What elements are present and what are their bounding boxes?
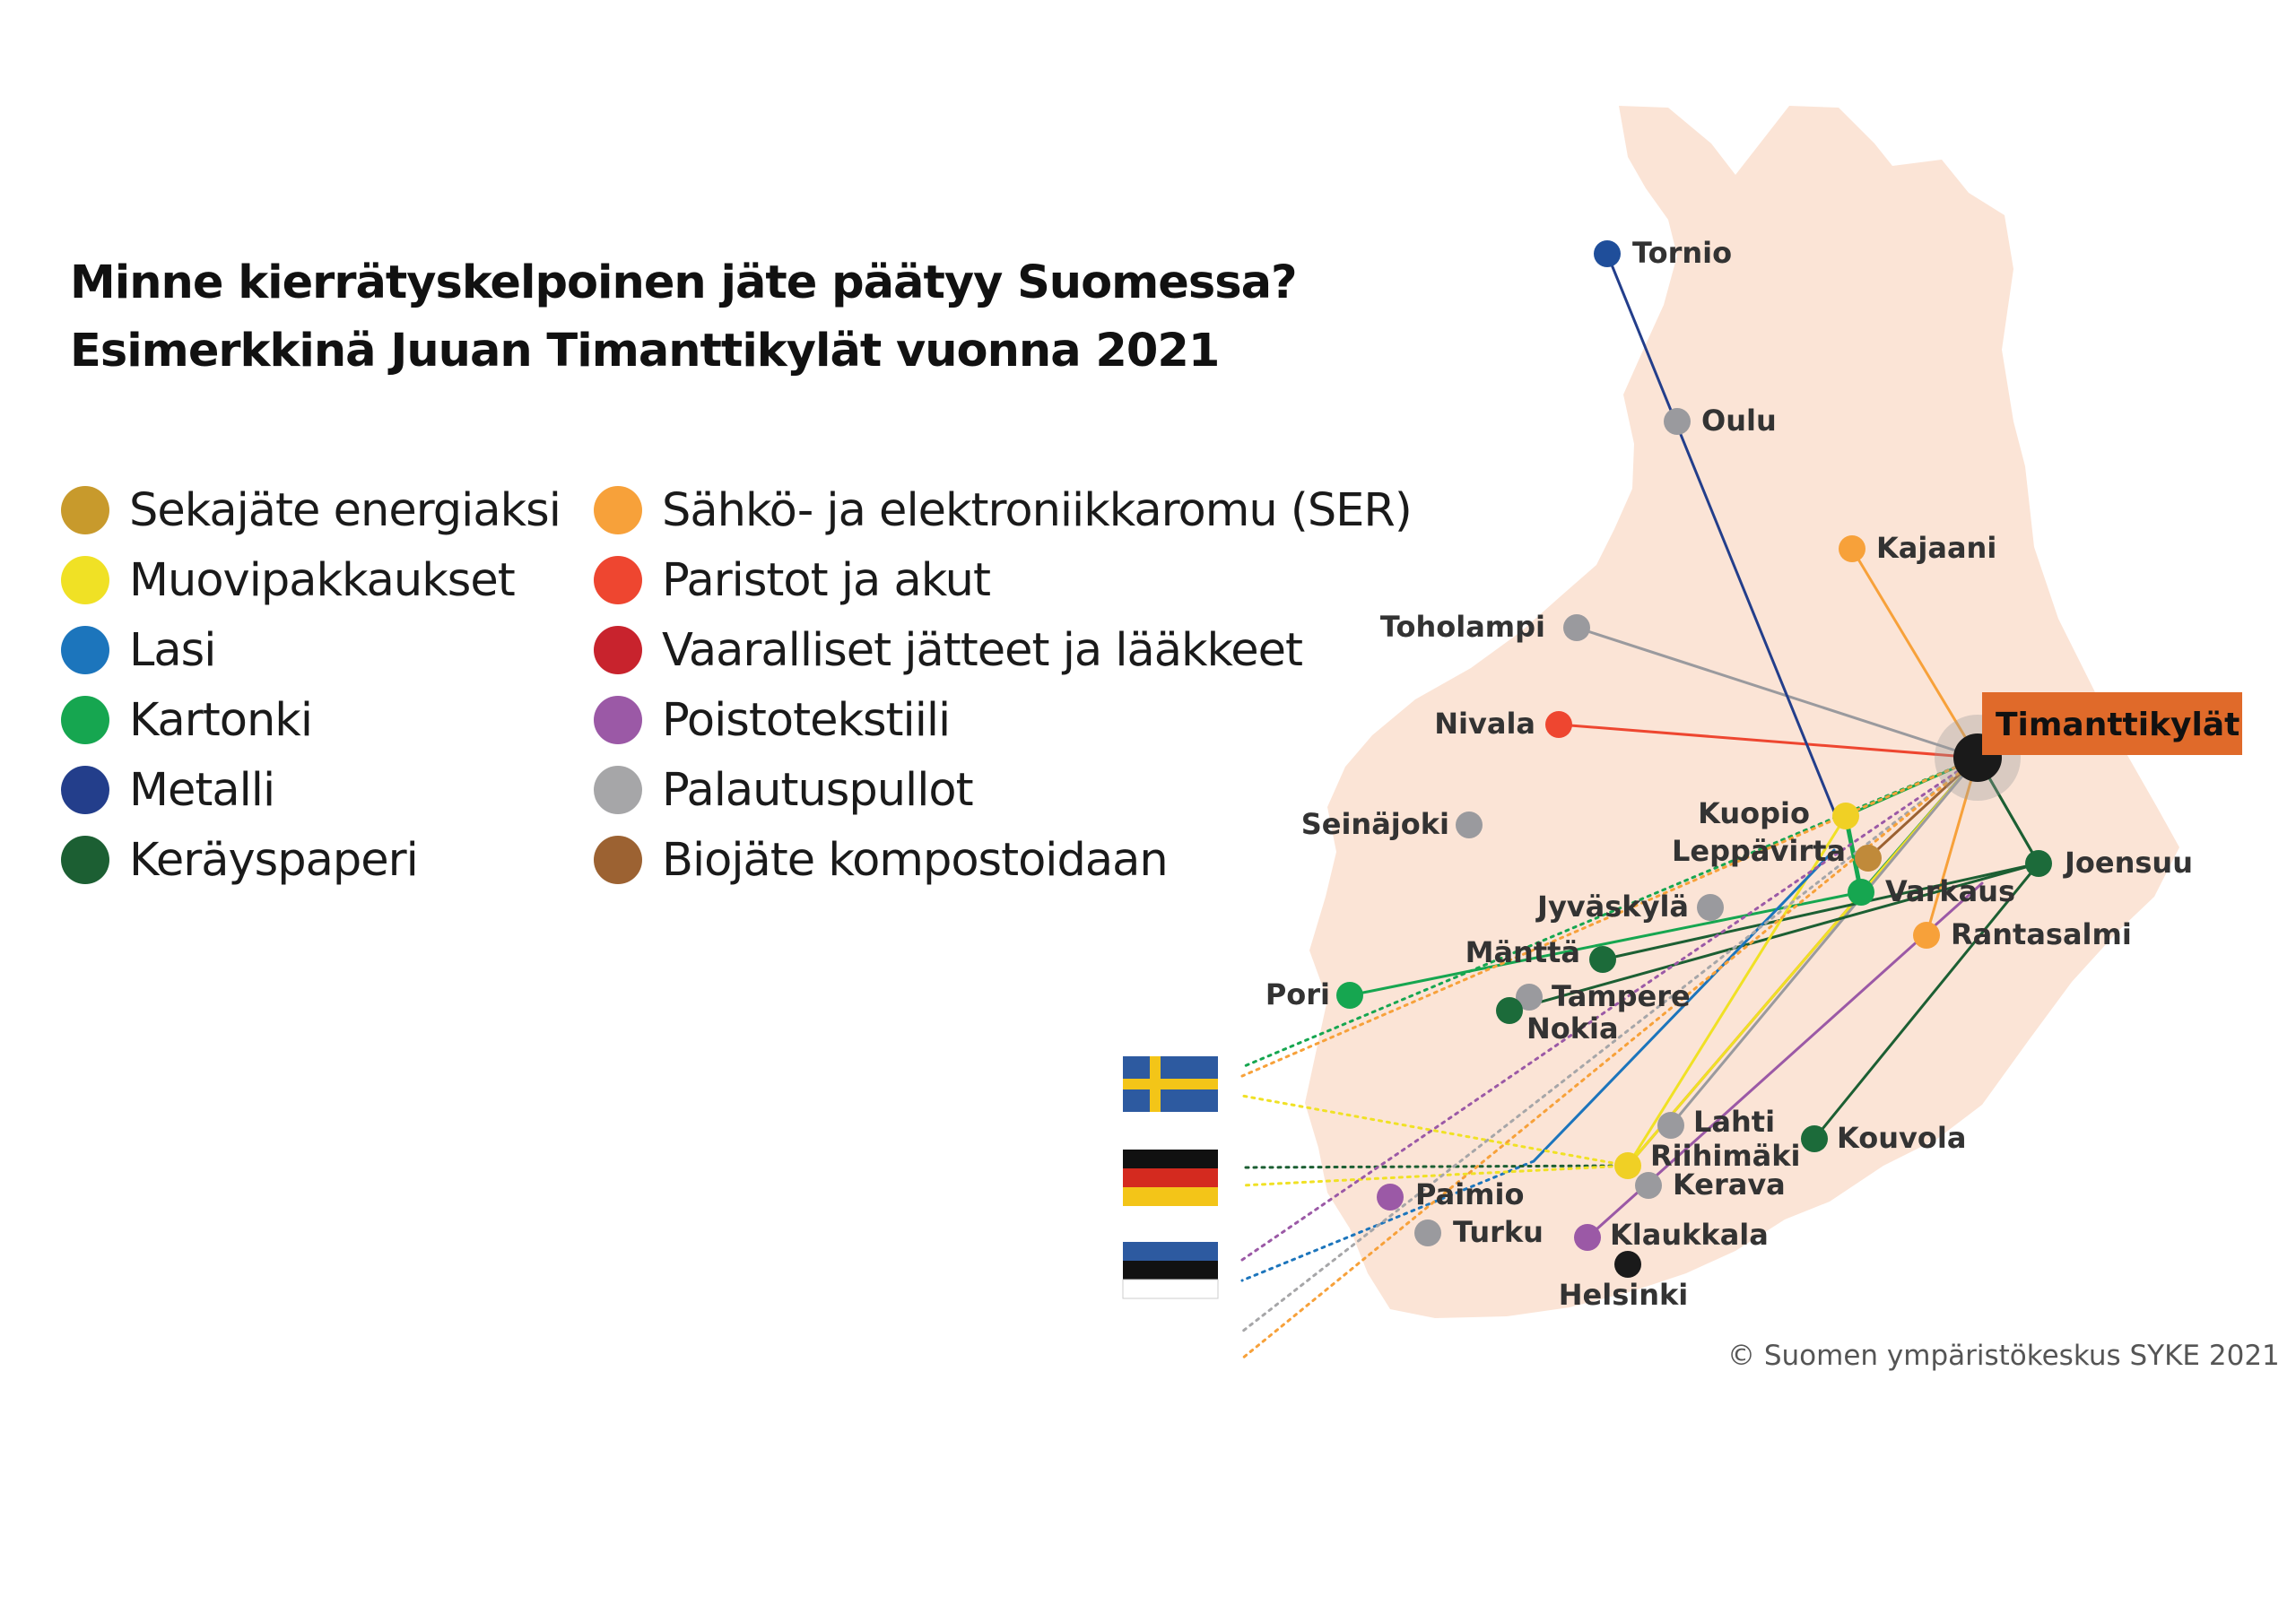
city-point <box>1832 803 1859 829</box>
city-label: Nivala <box>1434 707 1535 741</box>
city-point <box>1635 1172 1662 1199</box>
legend-swatch <box>61 836 109 884</box>
flag-sweden <box>1123 1056 1218 1112</box>
legend-label: Keräyspaperi <box>129 833 418 887</box>
city-point <box>1855 845 1882 872</box>
city-label: Tampere <box>1552 979 1691 1013</box>
city-point <box>1594 240 1621 267</box>
city-label: Pori <box>1265 977 1330 1011</box>
city-point <box>1913 922 1940 949</box>
legend-item <box>594 475 1412 545</box>
hub-label: Timanttikylät <box>1996 707 2240 743</box>
legend-item <box>594 545 1412 615</box>
city-label: Klaukkala <box>1610 1218 1769 1252</box>
city-label: Kerava <box>1673 1167 1786 1202</box>
city-label: Seinäjoki <box>1300 807 1449 841</box>
city-label: Nokia <box>1526 1011 1619 1046</box>
city-label: Kuopio <box>1698 796 1810 830</box>
city-point <box>1414 1219 1441 1246</box>
city-point <box>1563 614 1590 641</box>
title-line-2: Esimerkkinä Juuan Timanttikylät vuonna 2021 <box>70 325 1220 378</box>
legend-item <box>61 545 561 615</box>
legend-label: Paristot ja akut <box>662 553 991 607</box>
city-label: Jyväskylä <box>1537 890 1689 924</box>
legend-item <box>61 615 561 685</box>
city-point <box>1697 894 1724 921</box>
city-label: Varkaus <box>1885 874 2016 908</box>
legend-label: Kartonki <box>129 693 312 747</box>
copyright-notice: © Suomen ympäristökeskus SYKE 2021 <box>1727 1340 2280 1372</box>
legend-swatch <box>594 556 642 604</box>
city-label: Joensuu <box>2065 846 2193 880</box>
city-label: Mänttä <box>1465 935 1580 969</box>
legend-swatch <box>594 486 642 534</box>
city-label: Toholampi <box>1379 610 1545 644</box>
legend-item <box>61 755 561 825</box>
legend-label: Poistotekstiili <box>662 693 951 747</box>
legend-label: Palautuspullot <box>662 763 973 817</box>
city-label: Helsinki <box>1558 1278 1689 1312</box>
legend-label: Muovipakkaukset <box>129 553 515 607</box>
city-label: Rantasalmi <box>1951 917 2132 951</box>
legend-item <box>61 685 561 755</box>
legend-swatch <box>61 766 109 814</box>
city-point <box>1801 1125 1828 1152</box>
legend-item <box>594 755 1412 825</box>
legend-swatch <box>61 556 109 604</box>
city-label: Riihimäki <box>1650 1139 1801 1173</box>
city-label: Oulu <box>1701 404 1777 438</box>
route-line-dashed <box>1242 1166 1628 1167</box>
legend-swatch <box>594 626 642 674</box>
legend-label: Metalli <box>129 763 275 817</box>
legend-swatch <box>594 696 642 744</box>
legend-item <box>594 825 1412 895</box>
legend-swatch <box>61 696 109 744</box>
legend-swatch <box>594 766 642 814</box>
legend-item <box>594 685 1412 755</box>
city-point <box>1614 1251 1641 1278</box>
legend-item <box>594 615 1412 685</box>
city-point <box>1657 1112 1684 1139</box>
city-point <box>2025 850 2052 877</box>
city-label: Turku <box>1453 1215 1544 1249</box>
legend-swatch <box>61 626 109 674</box>
legend-label: Biojäte kompostoidaan <box>662 833 1168 887</box>
city-point <box>1574 1224 1601 1251</box>
city-label: Lahti <box>1693 1105 1776 1139</box>
city-point <box>1456 812 1483 838</box>
title-line-1: Minne kierrätyskelpoinen jäte päätyy Suomessa? <box>70 256 1297 309</box>
legend-item <box>61 825 561 895</box>
city-point <box>1545 711 1572 738</box>
flag-estonia <box>1123 1242 1218 1298</box>
page-title <box>70 249 1297 386</box>
legend-label: Sekajäte energiaksi <box>129 483 561 537</box>
city-point <box>1496 997 1523 1024</box>
city-point <box>1377 1184 1404 1211</box>
city-label: Leppävirta <box>1672 834 1846 868</box>
legend-label: Vaaralliset jätteet ja lääkkeet <box>662 623 1303 677</box>
city-label: Kouvola <box>1837 1121 1967 1155</box>
legend-swatch <box>61 486 109 534</box>
legend-label: Lasi <box>129 623 216 677</box>
city-point <box>1848 879 1874 906</box>
legend-swatch <box>594 836 642 884</box>
city-point <box>1664 408 1691 435</box>
city-point <box>1839 535 1866 562</box>
legend-label: Sähkö- ja elektroniikkaromu (SER) <box>662 483 1412 537</box>
city-point <box>1336 982 1363 1009</box>
city-point <box>1614 1152 1641 1179</box>
legend-right-column <box>594 475 1412 895</box>
flag-germany <box>1123 1150 1218 1206</box>
legend-left-column <box>61 475 561 895</box>
city-point <box>1589 946 1616 973</box>
city-label: Paimio <box>1415 1177 1525 1211</box>
city-label: Tornio <box>1632 236 1733 270</box>
legend-item <box>61 475 561 545</box>
city-label: Kajaani <box>1876 531 1997 565</box>
